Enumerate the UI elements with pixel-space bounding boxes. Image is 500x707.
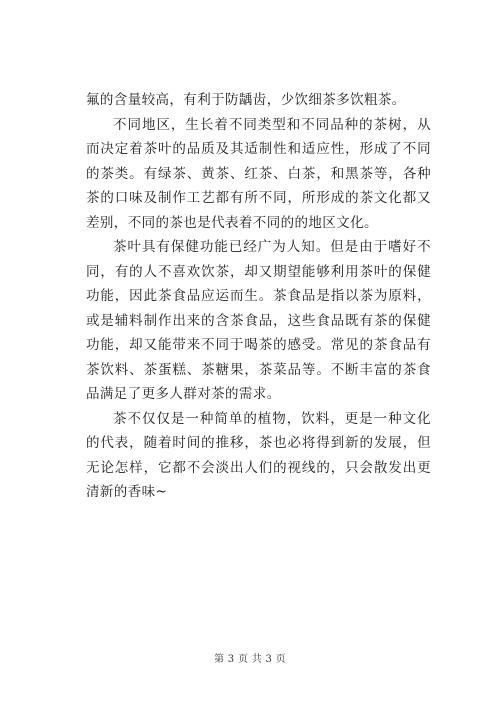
paragraph-continuation: 氟的含量较高，有利于防龋齿，少饮细茶多饮粗茶。 bbox=[86, 92, 406, 108]
document-body bbox=[86, 88, 431, 505]
paragraph-tea-culture: 茶不仅仅是一种简单的植物，饮料，更是一种文化的代表，随着时间的推移，茶也必将得到新的发展，但无论怎样，它都不会淡出人们的视线的，只会散发出更清新的香味~ bbox=[86, 410, 431, 500]
paragraph-tea-food: 茶叶具有保健功能已经广为人知。但是由于嗜好不同，有的人不喜欢饮茶，却又期望能够利用茶叶的保健功能，因此茶食品应运而生。茶食品是指以茶为原料，或是辅料制作出来的含茶食品，这些食品既有茶的保健功能，却又能带来不同于喝茶的感受。常见的茶食品有茶饮料、茶蛋糕、茶糖果，茶菜品等。不断丰富的茶食品满足了更多人群对茶的需求。 bbox=[86, 239, 431, 402]
page-footer: 第 3 页 共 3 页 bbox=[214, 654, 286, 665]
paragraph-tea-regions: 不同地区，生长着不同类型和不同品种的茶树，从而决定着茶叶的品质及其适制性和适应性，形成了不同的茶类。有绿茶、黄茶、红茶、白茶，和黑茶等，各种茶的口味及制作工艺都有所不同，所形成的茶文化都又差别，不同的茶也是代表着不同的的地区文化。 bbox=[86, 116, 431, 231]
